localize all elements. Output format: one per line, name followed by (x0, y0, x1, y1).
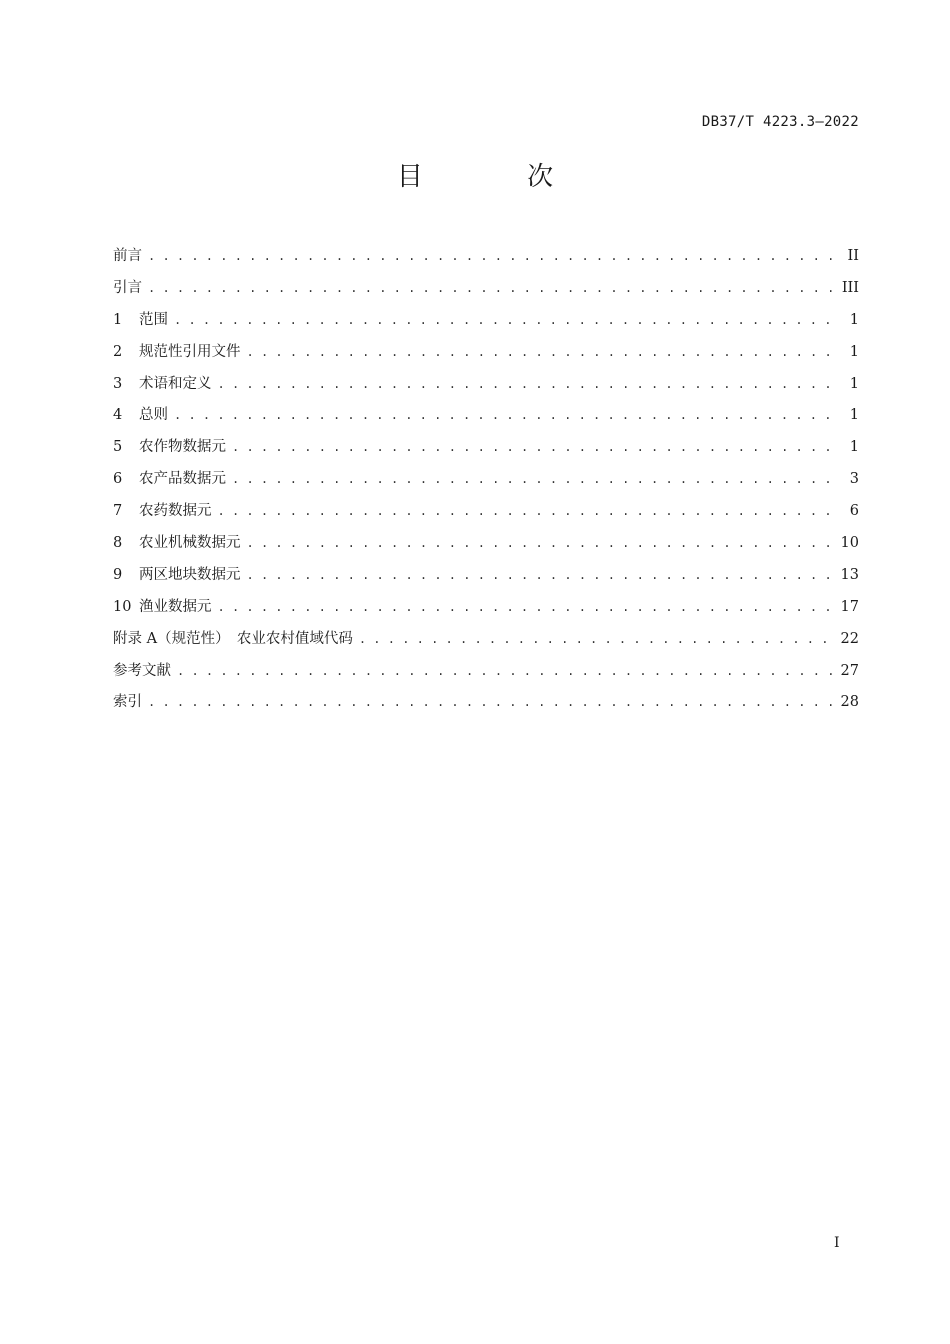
toc-entry-page: 10 (840, 535, 859, 552)
toc-entry-text: 术语和定义 (139, 375, 212, 392)
toc-entry-number: 8 (113, 535, 123, 552)
toc-entry-page: 1 (849, 343, 859, 360)
toc-entry[interactable] (113, 627, 859, 659)
toc-entry-number: 2 (113, 343, 123, 360)
toc-entry-text: 农业机械数据元 (139, 535, 241, 552)
toc-entry[interactable] (113, 372, 859, 404)
toc-entry-page: 3 (849, 471, 859, 488)
toc-entry-page: 17 (840, 598, 859, 615)
toc-entry-page: 1 (849, 407, 859, 424)
toc-entry-page: 1 (849, 311, 859, 328)
toc-entry-number: 9 (113, 566, 123, 583)
toc-entry-text: 渔业数据元 (139, 598, 212, 615)
toc-entry[interactable] (113, 244, 859, 276)
toc-leader-dots (218, 600, 835, 614)
toc-entry-label (113, 244, 142, 265)
toc-entry-page: 1 (849, 439, 859, 456)
toc-entry-label (113, 595, 212, 616)
toc-entry-number: 3 (113, 375, 123, 392)
toc-entry-text: 参考文献 (113, 662, 171, 679)
toc-entry[interactable] (113, 340, 859, 372)
toc-entry[interactable] (113, 403, 859, 435)
toc-entry-text: 农药数据元 (139, 503, 212, 520)
toc-leader-dots (247, 568, 835, 582)
document-code: DB37/T 4223.3—2022 (701, 114, 859, 130)
toc-leader-dots (174, 313, 839, 327)
toc-leader-dots (174, 408, 839, 422)
page-title: 目 次 (396, 162, 602, 192)
toc-entry-label (113, 467, 226, 488)
toc-leader-dots (232, 472, 839, 486)
toc-entry-label (113, 372, 212, 393)
toc-entry[interactable] (113, 531, 859, 563)
toc-entry[interactable] (113, 659, 859, 691)
toc-entry-page: III (841, 279, 859, 296)
page-number: I (834, 1235, 840, 1251)
toc-entry-page: II (847, 248, 859, 264)
toc-entry-page: 13 (840, 566, 859, 583)
toc-entry-number: 1 (113, 311, 123, 328)
table-of-contents (113, 244, 859, 722)
toc-entry-label (113, 276, 142, 297)
toc-entry-label (113, 308, 168, 329)
toc-entry-label (113, 499, 212, 520)
toc-entry[interactable] (113, 563, 859, 595)
toc-entry-text: 农作物数据元 (139, 439, 226, 456)
toc-leader-dots (218, 377, 840, 391)
toc-entry-number: 6 (113, 471, 123, 488)
toc-leader-dots (148, 249, 839, 263)
toc-entry-text: 农产品数据元 (139, 471, 226, 488)
toc-entry[interactable] (113, 467, 859, 499)
toc-leader-dots (148, 281, 836, 295)
toc-entry-label (113, 403, 168, 424)
toc-entry-page: 28 (840, 694, 859, 711)
toc-leader-dots (218, 504, 840, 518)
toc-entry[interactable] (113, 499, 859, 531)
toc-entry-number: 7 (113, 503, 123, 520)
toc-entry-label (113, 627, 353, 648)
toc-entry-number: 4 (113, 407, 123, 424)
toc-entry-text: 附录 A（规范性） 农业农村值域代码 (113, 630, 353, 647)
toc-entry-label (113, 531, 241, 552)
toc-entry[interactable] (113, 435, 859, 467)
toc-entry[interactable] (113, 308, 859, 340)
toc-entry-page: 22 (840, 630, 859, 647)
toc-entry-text: 总则 (139, 407, 168, 424)
toc-entry-text: 规范性引用文件 (139, 343, 241, 360)
toc-entry-text: 范围 (139, 311, 168, 328)
toc-entry-label (113, 659, 171, 680)
toc-leader-dots (232, 440, 839, 454)
toc-leader-dots (148, 695, 835, 709)
toc-entry-text: 索引 (113, 694, 142, 711)
toc-entry-number: 10 (113, 598, 132, 615)
toc-entry-text: 前言 (113, 248, 142, 264)
toc-leader-dots (177, 664, 835, 678)
toc-entry[interactable] (113, 690, 859, 722)
toc-entry-text: 引言 (113, 279, 142, 296)
toc-entry[interactable] (113, 276, 859, 308)
toc-entry-label (113, 690, 142, 711)
toc-leader-dots (247, 536, 835, 550)
toc-entry[interactable] (113, 595, 859, 627)
toc-entry-page: 1 (849, 375, 859, 392)
toc-entry-number: 5 (113, 439, 123, 456)
toc-entry-page: 6 (849, 503, 859, 520)
toc-entry-label (113, 563, 241, 584)
toc-entry-label (113, 435, 226, 456)
toc-entry-text: 两区地块数据元 (139, 566, 241, 583)
toc-leader-dots (359, 632, 835, 646)
toc-entry-page: 27 (840, 662, 859, 679)
toc-entry-label (113, 340, 241, 361)
toc-leader-dots (247, 345, 840, 359)
